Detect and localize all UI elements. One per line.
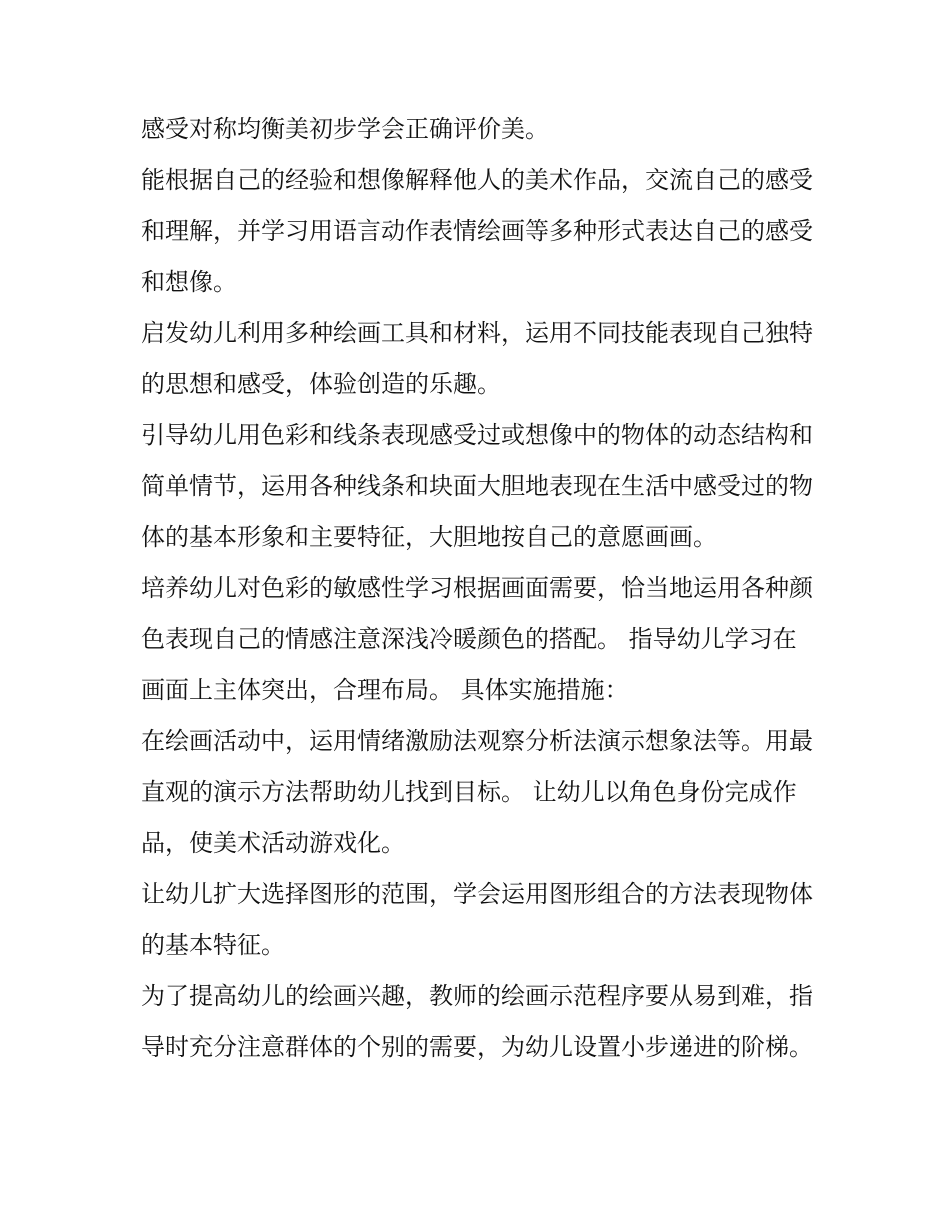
paragraph-5: 培养幼儿对色彩的敏感性学习根据画面需要，恰当地运用各种颜色表现自己的情感注意深浅冷暖颜色的搭配。 指导幼儿学习在画面上主体突出，合理布局。 具体实施措施： — [141, 574, 813, 704]
paragraph-7: 让幼儿扩大选择图形的范围，学会运用图形组合的方法表现物体的基本特征。 — [141, 880, 813, 959]
document-body — [141, 104, 816, 1073]
paragraph-8: 为了提高幼儿的绘画兴趣，教师的绘画示范程序要从易到难，指导时充分注意群体的个别的需要，为幼儿设置小步递进的阶梯。 — [141, 982, 813, 1061]
paragraph-6: 在绘画活动中，运用情绪激励法观察分析法演示想象法等。用最直观的演示方法帮助幼儿找到目标。 让幼儿以角色身份完成作品，使美术活动游戏化。 — [141, 727, 813, 857]
paragraph-3: 启发幼儿利用多种绘画工具和材料，运用不同技能表现自己独特的思想和感受，体验创造的乐趣。 — [141, 319, 813, 398]
paragraph-4: 引导幼儿用色彩和线条表现感受过或想像中的物体的动态结构和简单情节，运用各种线条和块面大胆地表现在生活中感受过的物体的基本形象和主要特征，大胆地按自己的意愿画画。 — [141, 421, 813, 551]
paragraph-2: 能根据自己的经验和想像解释他人的美术作品，交流自己的感受和理解，并学习用语言动作表情绘画等多种形式表达自己的感受和想像。 — [141, 166, 813, 296]
paragraph-1: 感受对称均衡美初步学会正确评价美。 — [141, 115, 549, 143]
